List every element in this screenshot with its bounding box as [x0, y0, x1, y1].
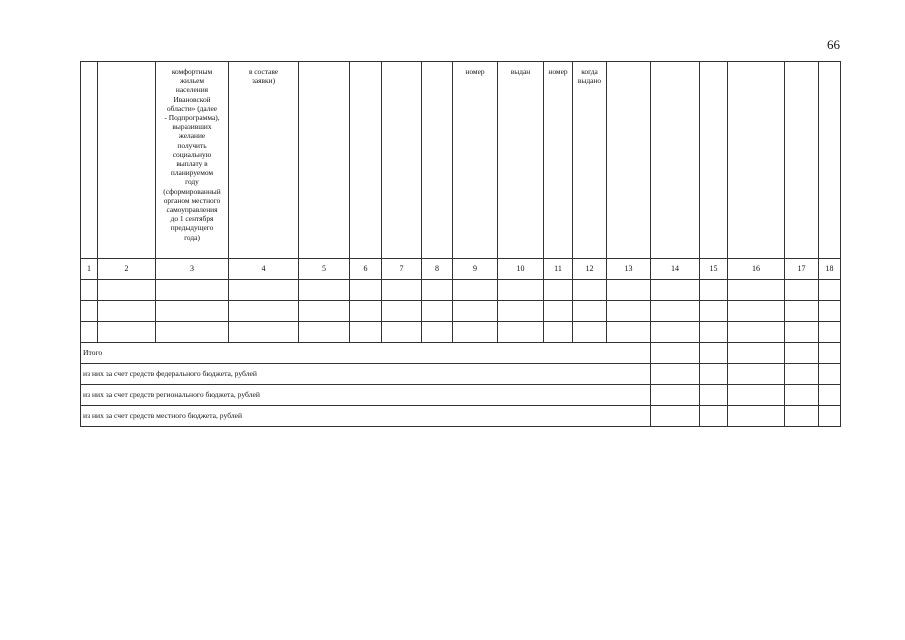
table-cell: [573, 280, 607, 301]
table-cell: [299, 322, 350, 343]
table-cell: [819, 301, 841, 322]
table-cell: [229, 301, 299, 322]
summary-value-cell: [728, 364, 785, 385]
table-cell: [299, 301, 350, 322]
table-cell: [98, 322, 156, 343]
summary-value-cell: [700, 343, 728, 364]
header-cell-text: выдан: [510, 67, 531, 76]
header-row: [81, 62, 841, 259]
column-number-row: [81, 259, 841, 280]
table-cell: [607, 322, 651, 343]
table-cell: [81, 301, 98, 322]
table-cell: [156, 301, 229, 322]
table-cell: [229, 280, 299, 301]
column-number-cell: 5: [299, 259, 350, 280]
table-cell: [453, 280, 498, 301]
table-cell: [700, 280, 728, 301]
table-cell: [156, 322, 229, 343]
header-cell-text: [422, 62, 452, 67]
table-cell: [819, 280, 841, 301]
table-cell: [350, 280, 382, 301]
header-cell: [156, 62, 229, 259]
table-cell: [156, 280, 229, 301]
column-number-cell: 16: [728, 259, 785, 280]
header-cell-text: [98, 62, 155, 67]
header-cell: [350, 62, 382, 259]
table-cell: [651, 322, 700, 343]
header-cell: [453, 62, 498, 259]
table-cell: [700, 322, 728, 343]
header-cell-text: [607, 62, 650, 67]
header-cell: [229, 62, 299, 259]
summary-label: из них за счет средств местного бюджета, рублей: [81, 406, 651, 427]
table-row: [81, 280, 841, 301]
table-cell: [728, 301, 785, 322]
header-cell: [651, 62, 700, 259]
header-cell: [544, 62, 573, 259]
table-cell: [607, 301, 651, 322]
table-cell: [651, 280, 700, 301]
header-cell-text: когда выдано: [577, 67, 602, 86]
header-cell-text: в составе заявки): [248, 67, 279, 86]
table-cell: [422, 301, 453, 322]
table-cell: [728, 322, 785, 343]
header-cell-text: [382, 62, 421, 67]
header-cell-text: комфортным жильем населения Ивановской области» (далее - Подпрограмма), выразивших желание получить социальную выплату в планируемом году (сформированный органом местного самоуправления до 1 сентября предыдущего года): [163, 67, 221, 242]
column-number-cell: 10: [498, 259, 544, 280]
column-number-cell: 17: [785, 259, 819, 280]
table-cell: [350, 301, 382, 322]
table-cell: [453, 322, 498, 343]
table-cell: [498, 322, 544, 343]
column-number-cell: 13: [607, 259, 651, 280]
column-number-cell: 12: [573, 259, 607, 280]
header-cell: [573, 62, 607, 259]
summary-label: Итого: [81, 343, 651, 364]
table-cell: [98, 280, 156, 301]
table-cell: [544, 301, 573, 322]
table-cell: [607, 280, 651, 301]
header-cell-text: номер: [465, 67, 485, 76]
header-cell: [299, 62, 350, 259]
table-cell: [382, 280, 422, 301]
table-cell: [785, 280, 819, 301]
page-number: 66: [827, 37, 840, 52]
column-number-cell: 15: [700, 259, 728, 280]
header-cell: [700, 62, 728, 259]
table-cell: [422, 322, 453, 343]
header-cell-text: [700, 62, 727, 67]
column-number-cell: 9: [453, 259, 498, 280]
table-cell: [299, 280, 350, 301]
header-cell: [422, 62, 453, 259]
header-cell-text: [819, 62, 840, 67]
table-row: [81, 322, 841, 343]
column-number-cell: 8: [422, 259, 453, 280]
column-number-cell: 4: [229, 259, 299, 280]
summary-label: из них за счет средств регионального бюджета, рублей: [81, 385, 651, 406]
table-cell: [544, 280, 573, 301]
data-table: [80, 61, 841, 427]
table-cell: [350, 322, 382, 343]
table-cell: [498, 280, 544, 301]
summary-label: из них за счет средств федерального бюджета, рублей: [81, 364, 651, 385]
summary-value-cell: [785, 364, 819, 385]
table-cell: [98, 301, 156, 322]
column-number-cell: 11: [544, 259, 573, 280]
column-number-cell: 6: [350, 259, 382, 280]
table-cell: [819, 322, 841, 343]
table-cell: [81, 322, 98, 343]
summary-value-cell: [700, 406, 728, 427]
table-cell: [785, 322, 819, 343]
summary-value-cell: [728, 406, 785, 427]
table-cell: [728, 280, 785, 301]
table-cell: [382, 301, 422, 322]
table-cell: [453, 301, 498, 322]
header-cell-text: [81, 62, 97, 67]
summary-value-cell: [819, 364, 841, 385]
table-cell: [785, 301, 819, 322]
summary-value-cell: [700, 385, 728, 406]
header-cell: [728, 62, 785, 259]
column-number-cell: 3: [156, 259, 229, 280]
table-row: [81, 301, 841, 322]
header-cell-text: [651, 62, 699, 67]
header-cell: [382, 62, 422, 259]
header-cell: [819, 62, 841, 259]
summary-value-cell: [728, 343, 785, 364]
table-cell: [573, 301, 607, 322]
summary-value-cell: [819, 406, 841, 427]
table-cell: [81, 280, 98, 301]
header-cell: [98, 62, 156, 259]
summary-row: [81, 343, 841, 364]
column-number-cell: 2: [98, 259, 156, 280]
table-cell: [651, 301, 700, 322]
header-cell-text: [350, 62, 381, 67]
column-number-cell: 7: [382, 259, 422, 280]
summary-value-cell: [651, 364, 700, 385]
header-cell-text: [728, 62, 784, 67]
summary-row: [81, 406, 841, 427]
header-cell-text: номер: [548, 67, 568, 76]
summary-value-cell: [651, 385, 700, 406]
summary-value-cell: [785, 343, 819, 364]
header-cell: [785, 62, 819, 259]
table-cell: [422, 280, 453, 301]
column-number-cell: 1: [81, 259, 98, 280]
header-cell: [81, 62, 98, 259]
summary-value-cell: [819, 343, 841, 364]
summary-value-cell: [785, 385, 819, 406]
table-cell: [382, 322, 422, 343]
summary-row: [81, 385, 841, 406]
summary-row: [81, 364, 841, 385]
table-cell: [544, 322, 573, 343]
header-cell-text: [299, 62, 349, 67]
column-number-cell: 18: [819, 259, 841, 280]
table-cell: [498, 301, 544, 322]
header-cell-text: [785, 62, 818, 67]
header-cell: [607, 62, 651, 259]
table-cell: [573, 322, 607, 343]
table-cell: [700, 301, 728, 322]
summary-value-cell: [700, 364, 728, 385]
table-cell: [229, 322, 299, 343]
summary-value-cell: [651, 406, 700, 427]
summary-value-cell: [819, 385, 841, 406]
header-cell: [498, 62, 544, 259]
summary-value-cell: [728, 385, 785, 406]
summary-value-cell: [651, 343, 700, 364]
column-number-cell: 14: [651, 259, 700, 280]
summary-value-cell: [785, 406, 819, 427]
